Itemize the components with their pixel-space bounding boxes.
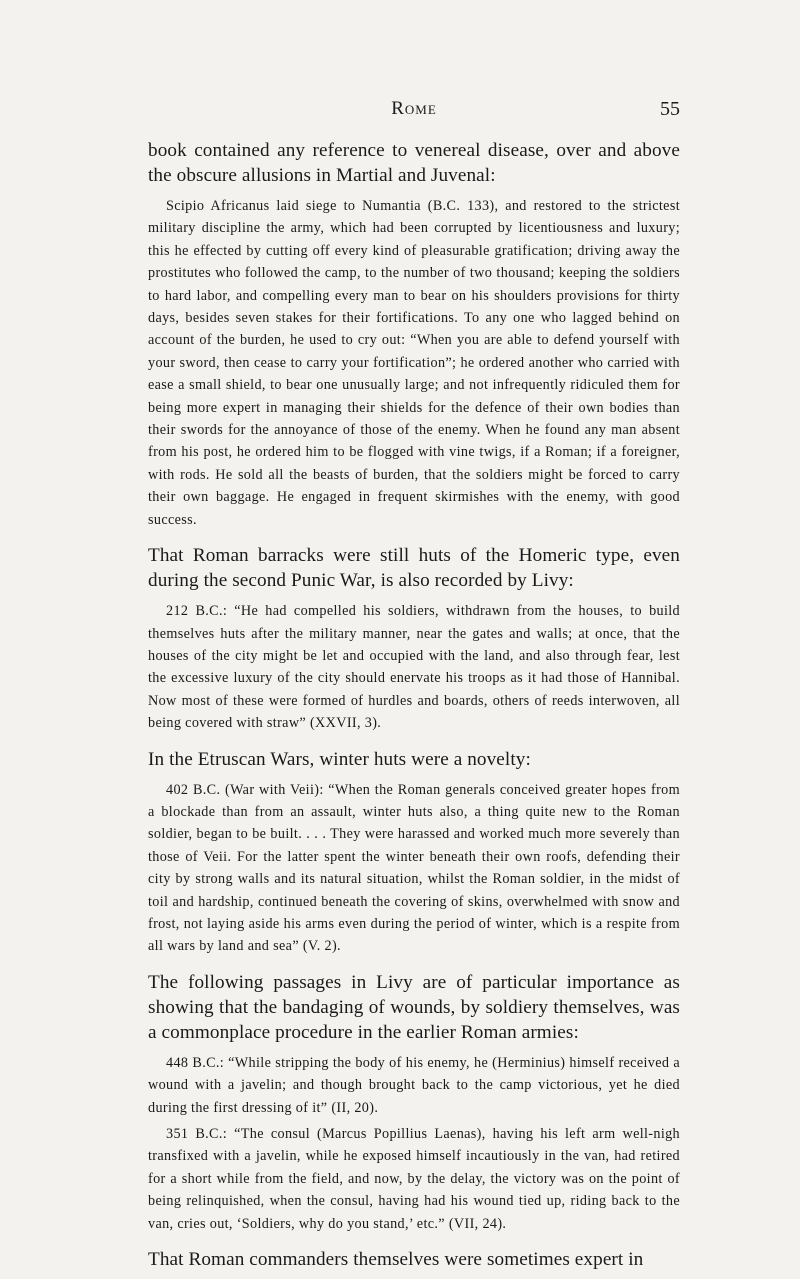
book-page (148, 98, 680, 1279)
running-head (148, 98, 680, 132)
running-title: Rome (391, 98, 437, 119)
quote-402-bc: 402 B.C. (War with Veii): “When the Roman generals conceived greater hopes from a blockade than from an assault, winter huts also, a thing quite new to the Roman soldier, began to be built. . . . They were harassed and worked much more severely than those of Veii. For the latter spent the winter beneath their own roofs, defending their city by strong walls and its natural situation, whilst the Roman soldier, in the midst of toil and hardship, continued beneath the covering of skins, overwhelmed with snow and frost, not laying aside his arms even during the period of winter, which is a respite from all wars by land and sea” (V. 2). (148, 781, 680, 955)
quote-212-bc: 212 B.C.: “He had compelled his soldiers, withdrawn from the houses, to build themselves huts after the military manner, near the gates and walls; at once, that the houses of the city might be let and occupied with the land, and also through fear, lest the excessive luxury of the city should enervate his troops as it had those of Hannibal. Now most of these were formed of hurdles and boards, others of reeds interwoven, all being covered with straw” (XXVII, 3). (148, 603, 680, 732)
paragraph-etruscan-wars: In the Etruscan Wars, winter huts were a novelty: (148, 748, 531, 770)
quote-scipio-africanus: Scipio Africanus laid siege to Numantia (B.C. 133), and restored to the strictest military discipline the army, which had been corrupted by licentiousness and luxury; this he effected by cutting off every kind of pleasurable gratification; driving away the prostitutes who followed the camp, to the number of two thousand; keeping the soldiers to hard labor, and compelling every man to bear on his shoulders provisions for thirty days, besides seven stakes for their fortifications. To any one who lagged behind on account of the burden, he used to cry out: “When you are able to defend yourself with your sword, then cease to carry your fortification”; he ordered another who carried with ease a small shield, to bear one unusually large; and not infrequently ridiculed them for being more expert in managing their shields for the defence of their own bodies than their swords for the annoyance of those of the enemy. When he found any man absent from his post, he ordered him to be flogged with vine twigs, if a Roman; if a foreigner, with rods. He sold all the beasts of burden, that the soldiers might be forced to carry their own baggage. He engaged in frequent skirmishes with the enemy, with good success. (148, 198, 680, 528)
quote-351-bc: 351 B.C.: “The consul (Marcus Popillius Laenas), having his left arm well-nigh transfixed with a javelin, while he exposed himself incautiously in the van, had retired for a short while from the field, and now, by the delay, the victory was on the point of being relinquished, when the consul, having had his wound tied up, riding back to the van, cries out, ‘Soldiers, why do you stand,’ etc.” (VII, 24). (148, 1126, 680, 1232)
paragraph-roman-commanders: That Roman commanders themselves were sometimes expert in (148, 1249, 644, 1271)
paragraph-venereal-disease: book contained any reference to venereal disease, over and above the obscure allusions in Martial and Juvenal: (148, 140, 680, 186)
quote-448-bc: 448 B.C.: “While stripping the body of his enemy, he (Herminius) himself received a wound with a javelin; and though brought back to the camp victorious, yet he died during the first dressing of it” (II, 20). (148, 1054, 680, 1116)
paragraph-bandaging-wounds: The following passages in Livy are of particular importance as showing that the bandaging of wounds, by soldiery themselves, was a commonplace procedure in the earlier Roman armies: (148, 971, 680, 1043)
paragraph-roman-barracks: That Roman barracks were still huts of the Homeric type, even during the second Punic War, is also recorded by Livy: (148, 545, 680, 592)
page-number: 55 (660, 98, 680, 120)
